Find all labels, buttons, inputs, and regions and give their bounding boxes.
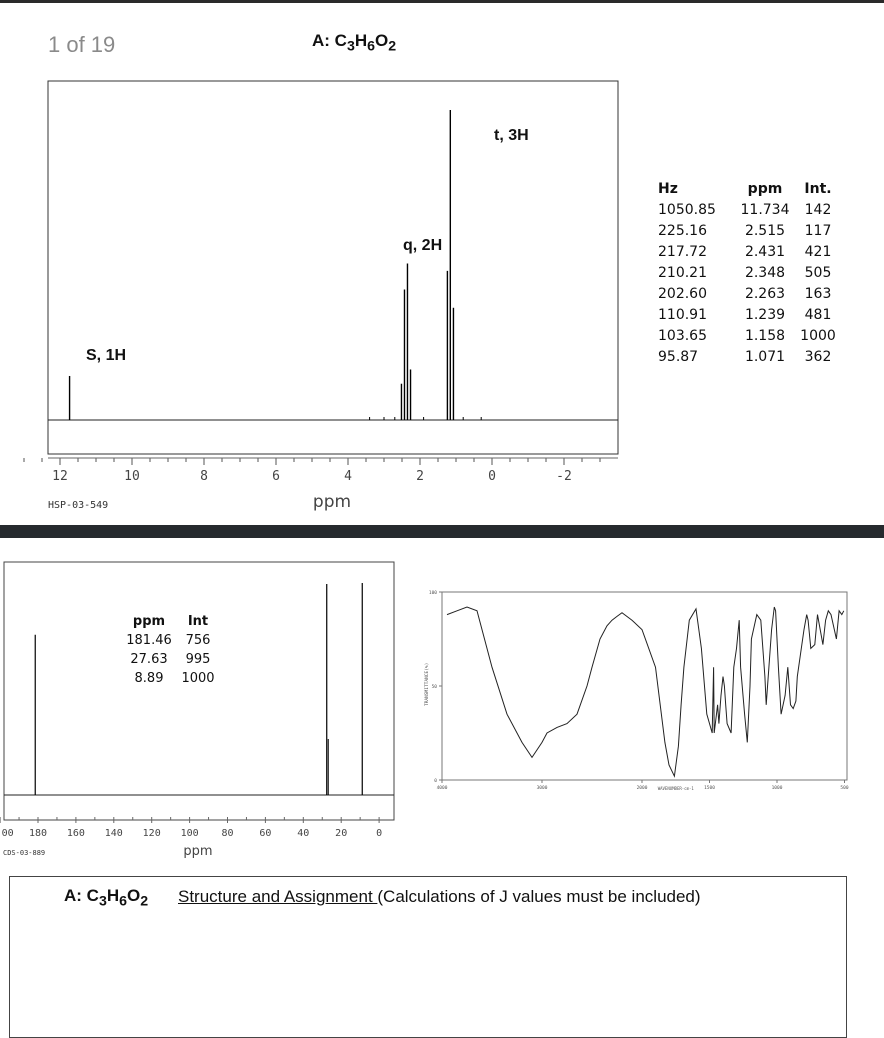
c-table-cell: ppm — [132, 614, 166, 629]
h-tick-label: 0 — [488, 469, 496, 484]
h-table-cell: 1.158 — [744, 328, 786, 344]
h-table-cell: 117 — [804, 223, 832, 239]
h-table-row — [658, 347, 838, 368]
h-table-cell: 95.87 — [658, 349, 699, 365]
h-table-cell: 362 — [804, 349, 832, 365]
h-table-cell: 110.91 — [658, 307, 707, 323]
h-table-cell: 11.734 — [740, 202, 790, 218]
c-spectrum-code: CDS-03-889 — [3, 849, 46, 857]
h-tick-label: 4 — [344, 469, 352, 484]
answer-instruction-underlined: Structure and Assignment — [178, 887, 378, 906]
c-x-axis-label: ppm — [183, 844, 213, 859]
c-table-header — [122, 612, 220, 631]
ir-x-axis-label: WAVENUMBER-cm-1 — [657, 786, 694, 791]
h-table-cell: 2.431 — [744, 244, 786, 260]
ir-y-tick-label: 0 — [434, 779, 437, 784]
h-table-cell: 142 — [804, 202, 832, 218]
h-table-row — [658, 284, 838, 305]
c-tick-label: 40 — [297, 828, 310, 839]
h-table-cell: 2.515 — [744, 223, 786, 239]
h-spectrum-code: HSP-03-549 — [48, 500, 109, 511]
h-nmr-spectrum — [0, 60, 650, 520]
h-table-cell: Hz — [658, 181, 678, 197]
h-tick-label: 8 — [200, 469, 208, 484]
c-table-cell: 1000 — [181, 671, 215, 686]
h-table-cell: 225.16 — [658, 223, 707, 239]
ir-x-tick-label: 3000 — [536, 786, 548, 791]
h-table-row — [658, 242, 838, 263]
ir-x-tick-label: 500 — [840, 786, 849, 791]
h-table-cell: 202.60 — [658, 286, 707, 302]
h-table-cell: 421 — [804, 244, 832, 260]
h-table-cell: ppm — [747, 181, 783, 197]
ir-y-axis-label: TRANSMITTANCE(%) — [425, 662, 430, 706]
ir-x-tick-label: 1500 — [704, 786, 715, 791]
c-table-cell: 995 — [185, 652, 211, 667]
c-plot-frame — [4, 562, 394, 820]
c-tick-label: 20 — [335, 828, 348, 839]
h-table-row — [658, 326, 838, 347]
h-table-cell: 505 — [804, 265, 832, 281]
h-tick-label: 2 — [416, 469, 424, 484]
ir-trace — [447, 607, 844, 776]
h-peak-label: t, 3H — [494, 127, 529, 144]
c-tick-label: 60 — [259, 828, 272, 839]
h-table-cell: 481 — [804, 307, 832, 323]
h-tick-label: 10 — [124, 469, 140, 484]
h-table-cell: 210.21 — [658, 265, 707, 281]
h-table-cell: 1000 — [800, 328, 836, 344]
h-peak-label: q, 2H — [403, 237, 443, 254]
compound-formula: $C_3H_6O_2$ — [334, 31, 397, 55]
h-peak-label: S, 1H — [86, 347, 127, 364]
answer-instruction-rest: (Calculations of J values must be included) — [377, 887, 701, 906]
page-counter: 1 of 19 — [48, 32, 116, 57]
ir-x-tick-label: 4000 — [436, 786, 448, 791]
h-table-row — [658, 263, 838, 284]
c-table-row — [122, 631, 220, 650]
answer-compound-prefix: A: — [64, 886, 87, 905]
answer-compound-formula: $C_3H_6O_2$ — [86, 886, 149, 910]
c-table-cell: 756 — [185, 633, 211, 648]
h-table-cell: 2.348 — [744, 265, 786, 281]
c-tick-label: 140 — [104, 828, 123, 839]
h-table-cell: 1.239 — [744, 307, 786, 323]
answer-compound-title — [64, 886, 148, 909]
h-tick-label: -2 — [556, 469, 572, 484]
h-x-axis-label: ppm — [312, 492, 352, 512]
section-divider — [0, 525, 884, 538]
h-plot-frame — [48, 81, 618, 454]
c-table-cell: 8.89 — [134, 671, 164, 686]
c-tick-label: 80 — [221, 828, 234, 839]
answer-instructions — [178, 887, 701, 907]
h-table-cell: 1050.85 — [658, 202, 716, 218]
c-table-cell: 181.46 — [126, 633, 172, 648]
ir-x-tick-label: 2000 — [636, 786, 648, 791]
c-tick-label: 100 — [180, 828, 199, 839]
top-border — [0, 0, 884, 3]
c13-nmr-spectrum — [0, 558, 400, 863]
ir-y-tick-label: 100 — [428, 591, 437, 596]
h-peak-table — [658, 179, 838, 368]
h-table-row — [658, 200, 838, 221]
c-table-row — [122, 650, 220, 669]
c-table-cell: Int — [187, 614, 209, 629]
compound-title — [312, 31, 396, 54]
ir-x-tick-label: 1000 — [771, 786, 783, 791]
h-table-cell: Int. — [804, 181, 832, 197]
h-table-cell: 103.65 — [658, 328, 707, 344]
c-table-cell: 27.63 — [130, 652, 168, 667]
c-tick-label: 120 — [142, 828, 161, 839]
c-tick-label: 160 — [66, 828, 85, 839]
c-tick-label: 180 — [28, 828, 48, 839]
h-table-row — [658, 221, 838, 242]
h-tick-label: 6 — [272, 469, 280, 484]
ir-spectrum — [420, 580, 850, 820]
c-table-row — [122, 669, 220, 688]
c-tick-label: 00 — [1, 828, 14, 839]
h-table-cell: 217.72 — [658, 244, 707, 260]
ir-y-tick-label: 50 — [431, 685, 437, 690]
h-table-cell: 2.263 — [744, 286, 786, 302]
c13-peak-table — [122, 612, 220, 688]
h-table-row — [658, 305, 838, 326]
c-tick-label: 0 — [376, 828, 383, 839]
h-table-cell: 1.071 — [744, 349, 786, 365]
compound-prefix: A: — [312, 31, 335, 50]
h-tick-label: 12 — [52, 469, 68, 484]
h-table-header — [658, 179, 838, 200]
h-table-cell: 163 — [804, 286, 832, 302]
